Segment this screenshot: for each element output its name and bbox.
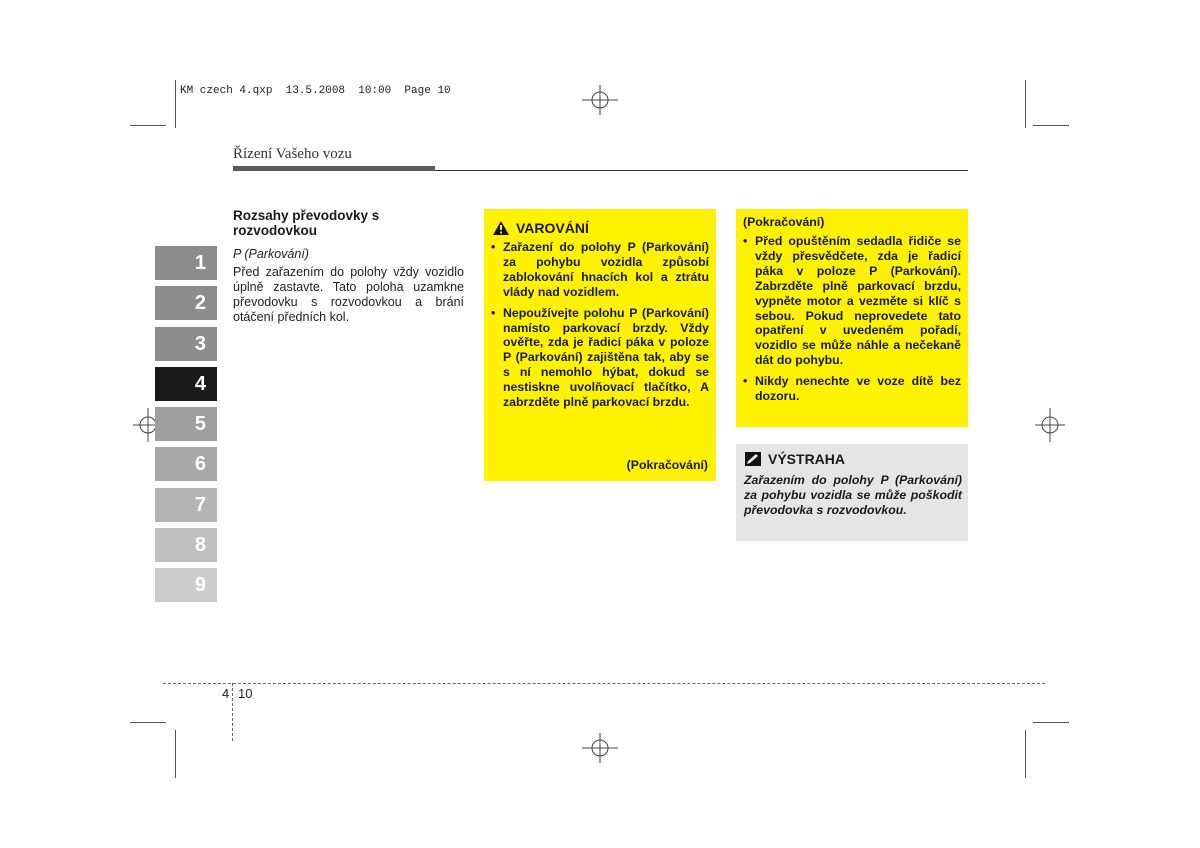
caution-box	[736, 444, 968, 541]
section-body: Před zařazením do polohy vždy vozidlo úplně zastavte. Tato poloha uzamkne převodovku s rozvodovkou a brání otáčení předních kol.	[233, 265, 464, 324]
print-slug: KM czech 4.qxp 13.5.2008 10:00 Page 10	[180, 85, 451, 97]
warning-box	[484, 209, 716, 481]
footer-chapter-number: 4	[222, 686, 230, 701]
chapter-tab-3[interactable]: 3	[155, 327, 217, 361]
continuation-item-text: Před opuštěním sedadla řidiče se vždy přesvědčete, zda je řadicí páka v poloze P (Parkování). Zabrzděte plně parkovací brzdu, vypněte motor a vezměte si klíč s sebou. Pokud neprovedete tato opatření v uvedeném pořadí, vozidlo se může náhle a nečekaně dát do pohybu.	[755, 234, 961, 368]
warning-title	[492, 220, 589, 236]
registration-mark-bottom	[580, 733, 620, 763]
footer-rule	[163, 683, 1045, 684]
bullet-dot: •	[491, 305, 496, 320]
header-rule-thin	[435, 170, 968, 171]
bullet-dot: •	[743, 374, 748, 389]
header-rule-thick	[233, 166, 435, 171]
caution-title	[744, 451, 845, 467]
section-subheading: P (Parkování)	[233, 247, 309, 261]
chapter-tab-6[interactable]: 6	[155, 447, 217, 481]
registration-mark-right	[1035, 408, 1065, 442]
warning-title-text: VAROVÁNÍ	[516, 220, 589, 236]
footer-divider	[232, 683, 233, 741]
bullet-dot: •	[491, 240, 496, 254]
page-header-title: Řízení Vašeho vozu	[233, 146, 352, 162]
chapter-tab-8[interactable]: 8	[155, 528, 217, 562]
registration-mark-top	[580, 85, 620, 115]
continuation-item	[743, 374, 961, 404]
warning-continued: (Pokračování)	[626, 458, 708, 472]
warning-item-text: Zařazení do polohy P (Parkování) za pohybu vozidla způsobí zablokování hnacích kol a ztrátu vlády nad vozidlem.	[503, 240, 709, 299]
chapter-tab-9[interactable]: 9	[155, 568, 217, 602]
bullet-dot: •	[743, 234, 748, 248]
continuation-item-text: Nikdy nenechte ve voze dítě bez dozoru.	[755, 374, 961, 404]
continuation-box	[736, 209, 968, 427]
continuation-label: (Pokračování)	[743, 215, 825, 229]
caution-text: Zařazením do polohy P (Parkování) za pohybu vozidla se může poškodit převodovka s rozvodovkou.	[744, 473, 962, 517]
warning-list	[491, 240, 709, 416]
warning-item-text: Nepoužívejte polohu P (Parkování) namísto parkovací brzdy. Vždy ověřte, zda je řadicí páka v poloze P (Parkování) zajištěna tak, aby se s ní nemohlo hýbat, dokud se nestiskne uvolňovací tlačítko, A zabrzděte plně parkovací brzdu.	[503, 305, 709, 410]
warning-item	[491, 306, 709, 410]
chapter-tab-7[interactable]: 7	[155, 488, 217, 522]
continuation-item	[743, 234, 961, 368]
chapter-tab-4[interactable]: 4	[155, 367, 217, 401]
warning-triangle-icon	[492, 220, 510, 236]
continuation-list	[743, 234, 961, 410]
pencil-icon	[744, 451, 762, 467]
warning-item	[491, 240, 709, 300]
chapter-tab-5[interactable]: 5	[155, 407, 217, 441]
footer-page-number: 10	[238, 686, 253, 701]
chapter-tab-1[interactable]: 1	[155, 246, 217, 280]
chapter-tab-2[interactable]: 2	[155, 286, 217, 320]
section-heading: Rozsahy převodovky s rozvodovkou	[233, 208, 380, 238]
caution-title-text: VÝSTRAHA	[768, 451, 846, 467]
